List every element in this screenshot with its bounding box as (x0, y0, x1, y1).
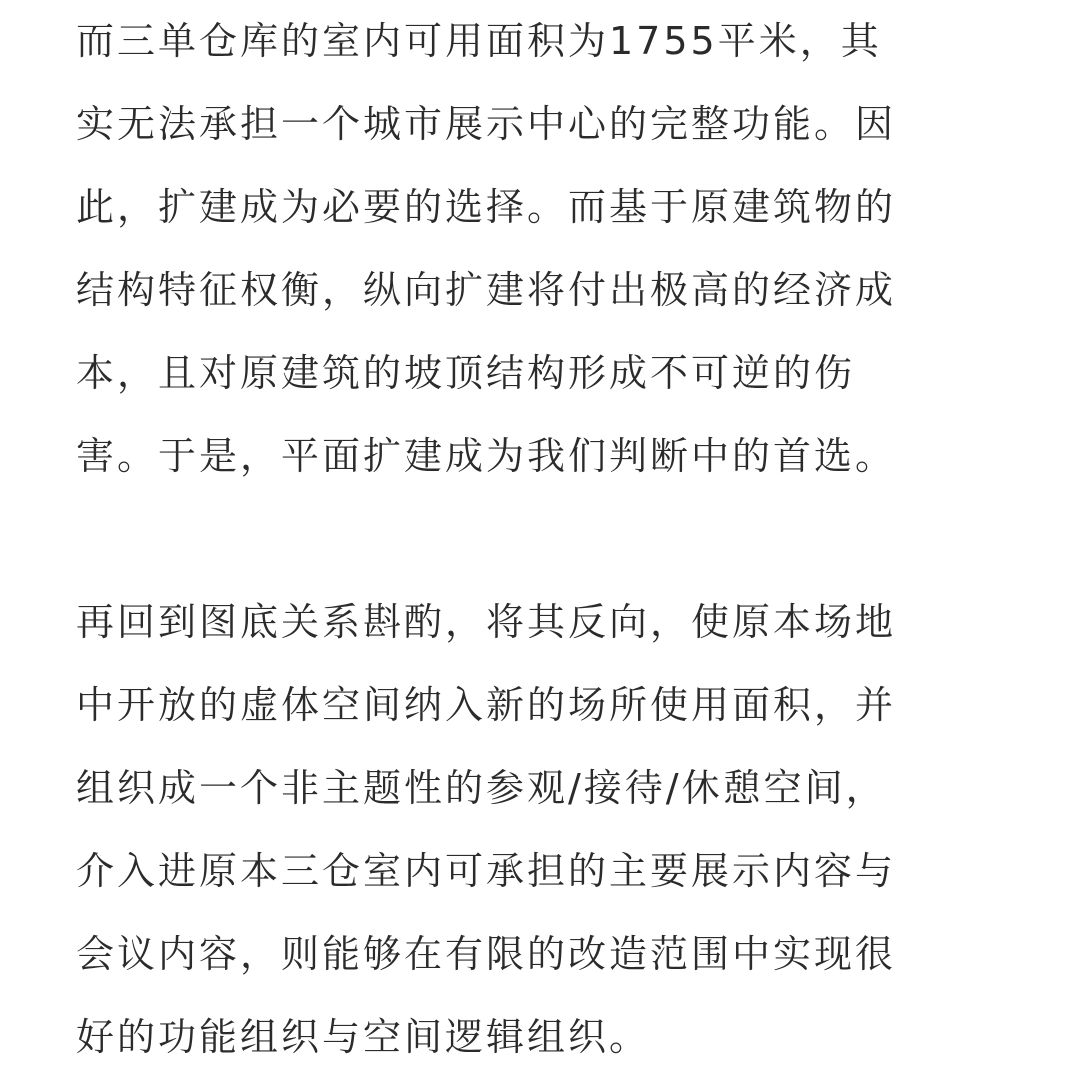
paragraph-line: 结构特征权衡，纵向扩建将付出极高的经济成 (76, 268, 897, 312)
paragraph-line: 组织成一个非主题性的参观/接待/休憩空间， (76, 766, 887, 810)
paragraph-line: 本，且对原建筑的坡顶结构形成不可逆的伤 (76, 351, 856, 395)
paragraph-line: 而三单仓库的室内可用面积为1755平米，其 (76, 19, 882, 63)
paragraph-line: 再回到图底关系斟酌，将其反向，使原本场地 (76, 600, 897, 644)
paragraph-line: 好的功能组织与空间逻辑组织。 (76, 1015, 651, 1059)
article-body (76, 0, 1004, 1079)
paragraph-line: 会议内容，则能够在有限的改造范围中实现很 (76, 932, 897, 976)
paragraph-line: 实无法承担一个城市展示中心的完整功能。因 (76, 102, 897, 146)
paragraph-1 (76, 0, 1004, 498)
paragraph-line: 介入进原本三仓室内可承担的主要展示内容与 (76, 849, 897, 893)
paragraph-line: 中开放的虚体空间纳入新的场所使用面积，并 (76, 683, 897, 727)
paragraph-line: 害。于是，平面扩建成为我们判断中的首选。 (76, 434, 897, 478)
paragraph-2 (76, 581, 1004, 1079)
paragraph-line: 此，扩建成为必要的选择。而基于原建筑物的 (76, 185, 897, 229)
paragraph-spacer (76, 498, 1004, 581)
